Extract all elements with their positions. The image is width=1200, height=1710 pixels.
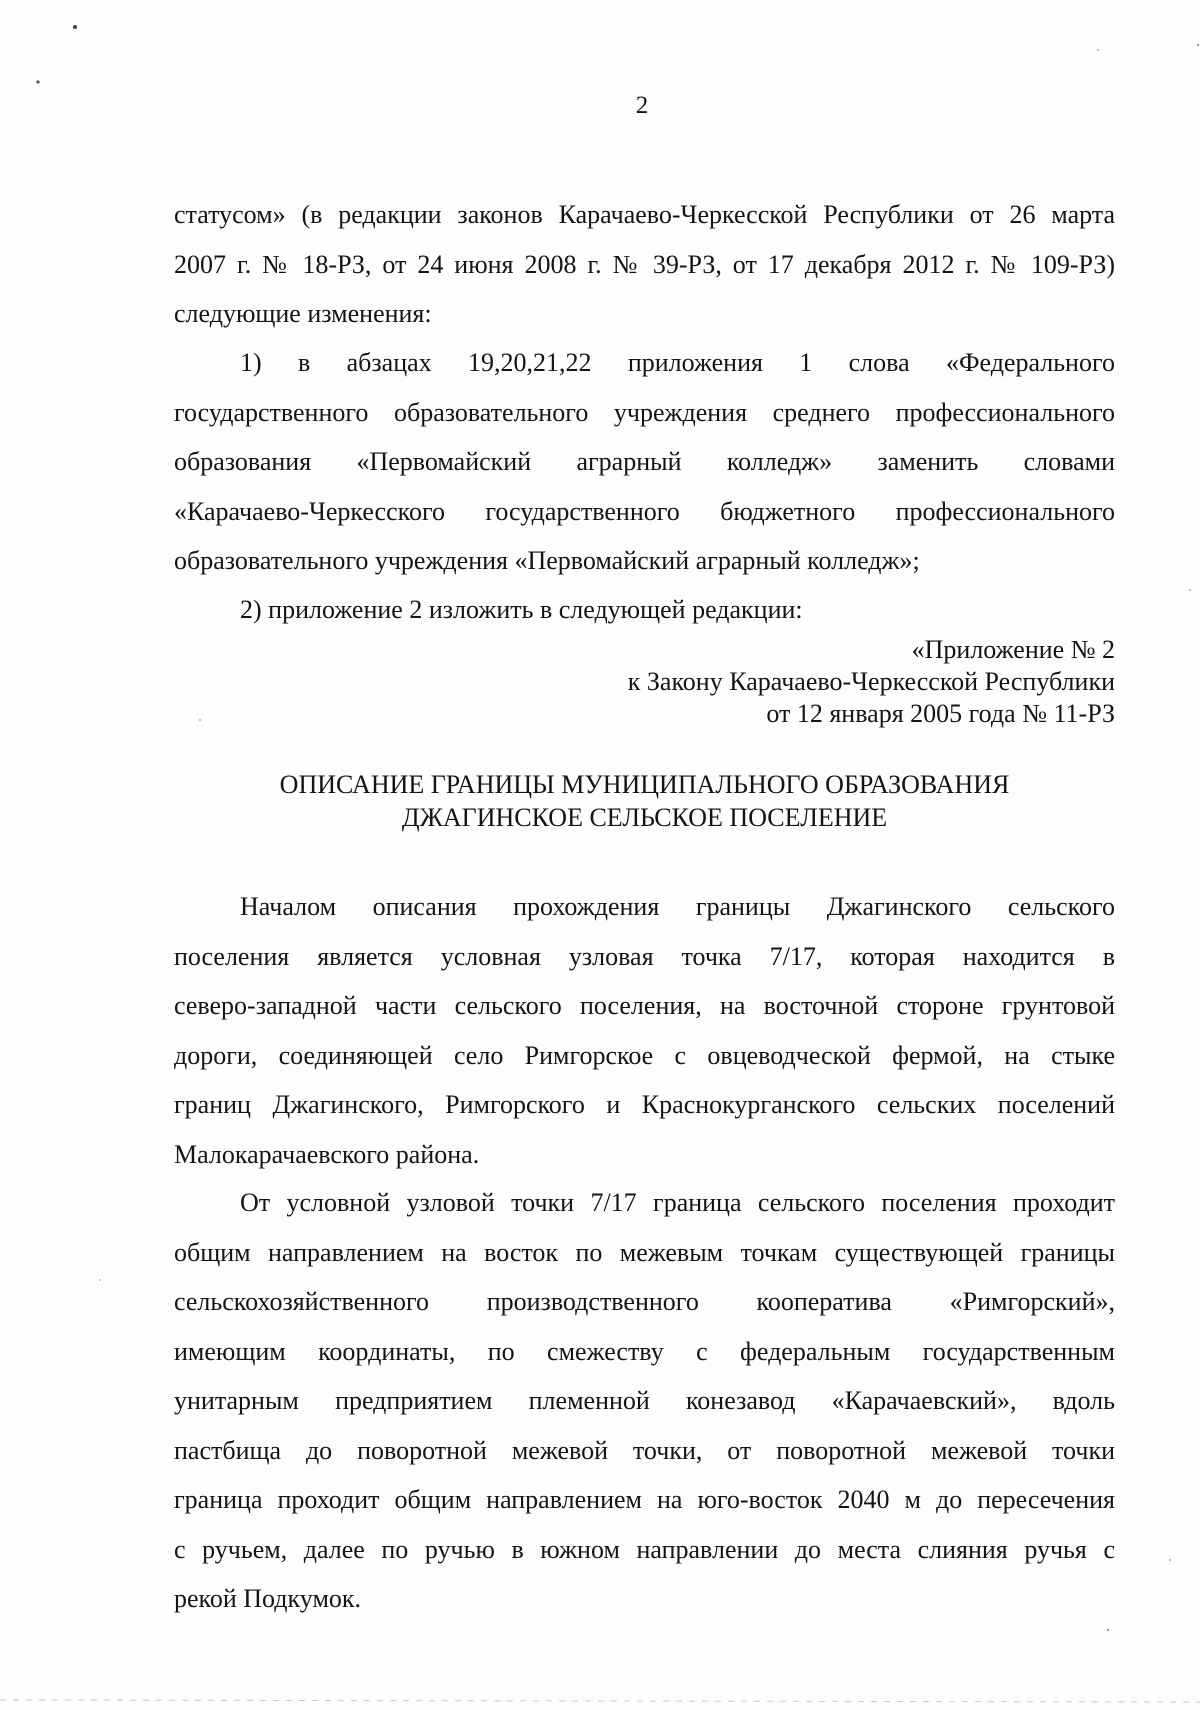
paragraph-line: дороги, соединяющей село Римгорское с овцеводческой фермой, на стыке	[174, 1040, 1115, 1070]
item-1-paragraph	[174, 338, 1115, 586]
paragraph-line: с ручьем, далее по ручью в южном направлении до места слияния ручья с	[174, 1534, 1115, 1564]
paragraph-line: граница проходит общим направлением на юго-восток 2040 м до пересечения	[174, 1485, 1115, 1514]
item-1-line: образовательного учреждения «Первомайский аграрный колледж»;	[174, 546, 920, 575]
item-1-line: 1) в абзацах 19,20,21,22 приложения 1 слова «Федерального	[240, 348, 1115, 377]
boundary-start-paragraph	[174, 882, 1115, 1179]
paragraph-line: Малокарачаевского района.	[174, 1139, 480, 1169]
item-1-line: «Карачаево-Черкесского государственного бюджетного профессионального	[174, 496, 1115, 526]
section-heading	[174, 768, 1115, 834]
paragraph-line: Началом описания прохождения границы Джагинского сельского	[240, 892, 1115, 921]
paragraph-line: пастбища до поворотной межевой точки, от поворотной межевой точки	[174, 1435, 1115, 1465]
heading-line-1: ОПИСАНИЕ ГРАНИЦЫ МУНИЦИПАЛЬНОГО ОБРАЗОВАНИЯ	[279, 770, 1010, 799]
paragraph-line: рекой Подкумок.	[174, 1584, 362, 1613]
intro-line: статусом» (в редакции законов Карачаево-Черкесской Республики от 26 марта	[174, 200, 1115, 229]
heading-line-2: ДЖАГИНСКОЕ СЕЛЬСКОЕ ПОСЕЛЕНИЕ	[401, 803, 888, 832]
page-number: 2	[635, 92, 649, 119]
intro-paragraph	[174, 190, 1115, 339]
paragraph-line: поселения является условная узловая точка 7/17, которая находится в	[174, 941, 1115, 971]
paragraph-line: границ Джагинского, Римгорского и Краснокурганского сельских поселений	[174, 1090, 1115, 1119]
boundary-route-paragraph	[174, 1178, 1115, 1624]
paragraph-line: От условной узловой точки 7/17 граница сельского поселения проходит	[240, 1188, 1115, 1217]
paragraph-line: северо-западной части сельского поселения, на восточной стороне грунтовой	[174, 991, 1115, 1020]
paragraph-line: общим направлением на восток по межевым точкам существующей границы	[174, 1237, 1115, 1267]
paragraph-line: имеющим координаты, по смежеству с федеральным государственным	[174, 1336, 1115, 1366]
item-2-line: 2) приложение 2 изложить в следующей редакции:	[240, 595, 803, 624]
paragraph-line: сельскохозяйственного производственного кооператива «Римгорский»,	[174, 1287, 1115, 1316]
annex-law: к Закону Карачаево-Черкесской Республики	[627, 667, 1115, 696]
annex-reference	[500, 634, 1115, 730]
annex-title: «Приложение № 2	[911, 635, 1115, 664]
item-1-line: государственного образовательного учреждения среднего профессионального	[174, 397, 1115, 427]
intro-line: 2007 г. № 18-РЗ, от 24 июня 2008 г. № 39-РЗ, от 17 декабря 2012 г. № 109-РЗ)	[174, 249, 1115, 279]
item-2-paragraph	[174, 585, 1115, 635]
item-1-line: образования «Первомайский аграрный колледж» заменить словами	[174, 447, 1115, 476]
annex-date: от 12 января 2005 года № 11-РЗ	[766, 699, 1115, 728]
paragraph-line: унитарным предприятием племенной конезавод «Карачаевский», вдоль	[174, 1386, 1115, 1415]
intro-line: следующие изменения:	[174, 299, 432, 328]
